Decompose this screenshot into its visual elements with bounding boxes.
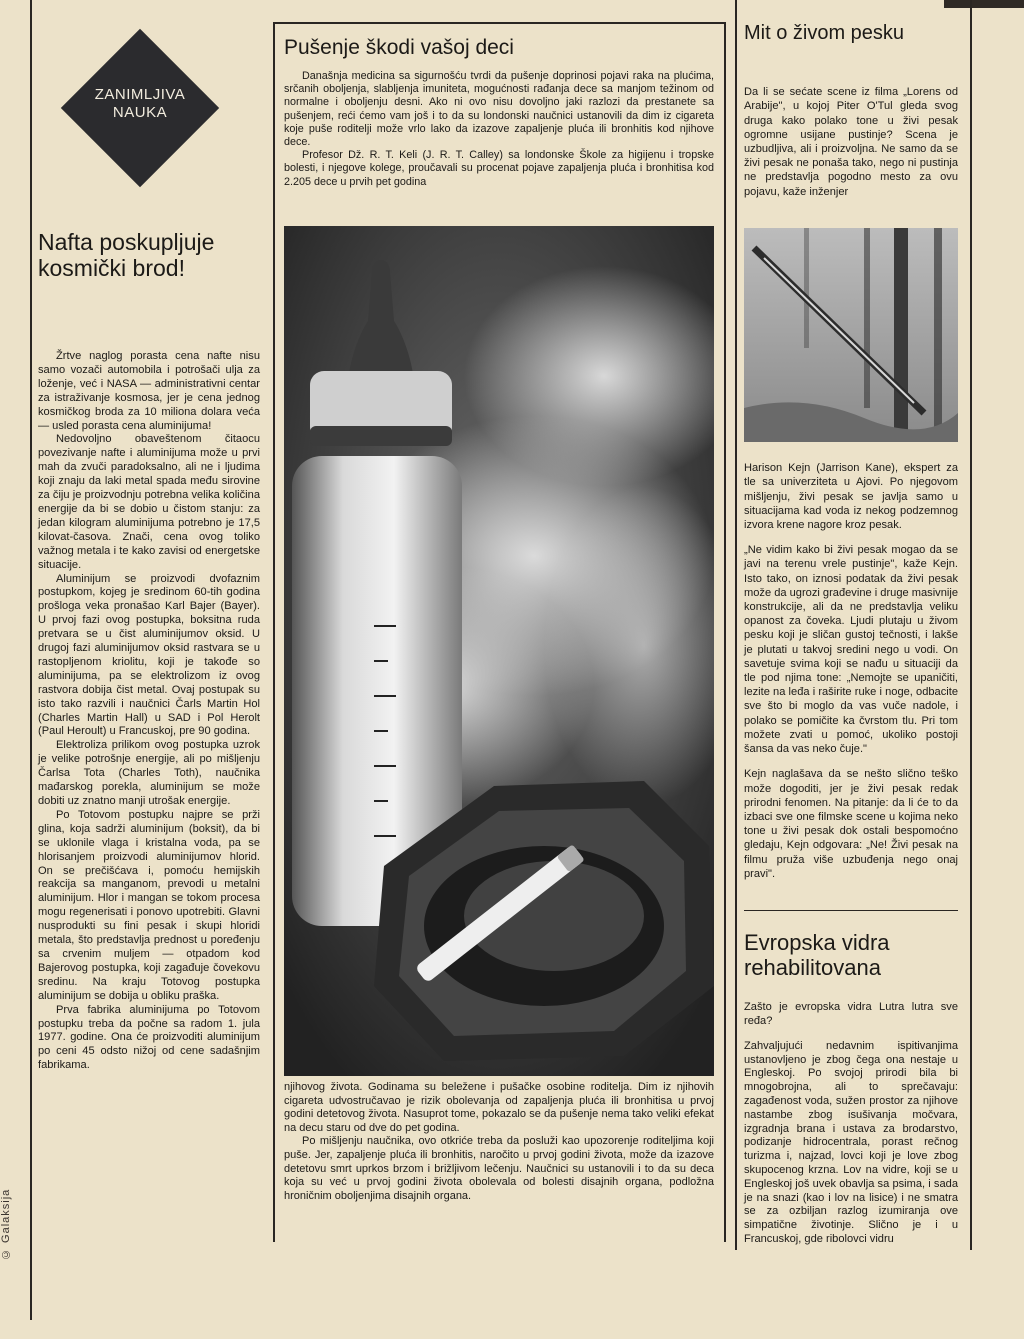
paragraph: Profesor Dž. R. T. Keli (J. R. T. Calley) sa londonske Škole za higijenu i tropske bolesti, i njegove kolege, proučavali su procenat pojave zapaljenja pluća i bronhitisa kod 2.205 dece u prvih pet godina <box>284 149 714 188</box>
top-rule-middle <box>274 22 724 24</box>
article-intro-pusenje <box>284 70 714 189</box>
paragraph: „Ne vidim kako bi živi pesak mogao da se javi na terenu vrele pustinje", kaže Kejn. Isto tako, on iznosi podatak da živi pesak može da ugrozi građevine i druge masivnije konstrukcije, ali da ne predstavlja veliku opanost za čoveka. Ljudi plutaju u živom pesku koji je sličan gustoj tečnosti, i lakše je plutati u takvoj sredini nego u vodi. On savetuje svima koji se nađu u situaciji da tle pod njima tone: „Nemojte se upaničiti, lezite na leđa i raširite ruke i noge, odbacite sve što bi moglo da vas vuče nadole, i polako se pomičite ka čvrstom tlu. Pri tom možete zvati u pomoć, ukoliko postoji šansa da vas neko čuje." <box>744 544 958 756</box>
paragraph: Prva fabrika aluminijuma po Totovom postupku treba da počne sa radom 1. jula 1977. godine. Ona će proizvoditi aluminijum po ceni 45 odsto nižoj od cene sadašnjim fabrikama. <box>38 1003 260 1072</box>
paragraph: Današnja medicina sa sigurnošću tvrdi da pušenje doprinosi pojavi raka na plućima, srčanih oboljenja, slabljenja imuniteta, mogućnosti rađanja dece sa manjom težinom od normalne i oboljenju desni. Ako ni ovo nisu dovoljno jaki razlozi da prestanete sa pušenjem, reći ćemo vam još i to da su londonski naučnici ustanovili da dim iz cigareta koje puše roditelji može vrlo lako da izazove zapaljenje pluća ili bronhitis kod njihove dece. <box>284 70 714 149</box>
paragraph: Žrtve naglog porasta cena nafte nisu samo vozači automobila i potrošači ulja za loženje, već i NASA — administrativni centar za istraživanje kosmosa, jer je cena jednog kosmičkog broda za 10 miliona dolara veća — usled porasta cena aluminijuma! <box>38 350 260 432</box>
spine-label: © Galaksija <box>0 1188 12 1260</box>
article-title-zivi-pesak: Mit o živom pesku <box>744 22 905 44</box>
badge-line-2: NAUKA <box>112 104 168 121</box>
article-title-nafta: Nafta poskupljuje kosmički brod! <box>38 229 215 281</box>
paragraph: Harison Kejn (Jarrison Kane), ekspert za tle sa univerziteta u Ajovi. Po njegovom mišljenju, živi pesak se javlja samo u situacijama kad voda iz nekog podzemnog izvora krene nagore kroz pesak. <box>744 462 958 531</box>
column-rule-3 <box>735 0 737 1250</box>
section-badge <box>52 28 228 188</box>
paragraph: Elektroliza prilikom ovog postupka uzrok je velike potrošnje energije, ali po mišljenju Čarlsa Tota (Charles Toth), naučnika mađarskog porekla, aluminijum se može dobiti uz znatno manji utrošak energije. <box>38 739 260 807</box>
page-edge-shadow <box>944 0 1024 8</box>
paragraph: Po Totovom postupku najpre se prži glina, koja sadrži aluminijum (boksit), da bi se uklonile vlaga i kristalna voda, pa se hlorisanjem proizvodi aluminijumov hlorid. On se prečišćava i, pomoću hemijskih reakcija sa manganom, prevodi u metalni aluminijum. Hlor i mangan se tokom procesa mogu regenerisati i ponovo upotrebiti. Glavni nusprodukti su fini pesak i skupi hloridi metala, što predstavlja prednost u poređenju sa crvenim muljem — otpadom kod Bajerovog postupka, koji zagađuje čovekovu sredinu. Na kraju Totovog postupka aluminijum se dobija u obliku praška. <box>38 808 260 1002</box>
paragraph: Aluminijum se proizvodi dvofaznim postupkom, kojeg je sredinom 60-tih godina prošloga veka pronašao Karl Bajer (Bayer). U prvoj fazi ovog postupka, boksitna ruda pretvara se u čist aluminijumov oksid. U drugoj fazi aluminijumov oksid rastvara se u rastopljenom kriolitu, koji je takođe so aluminijuma, pa se elektrolizom iz ovog rastvora dobija čist metal. Ovaj postupak su isto tako razvili i naučnici Čarls Martin Hol (Charles Martin Hall) u SAD i Pol Herolt (Paul Heroult) u Francuskoj, pre 90 godina. <box>38 572 260 738</box>
photo-illustration <box>744 228 958 442</box>
article-intro-zivi-pesak <box>744 74 958 210</box>
article-body-nafta <box>38 350 260 1073</box>
photo-baby-bottle-ashtray <box>284 226 714 1076</box>
paragraph: Zahvaljujući nedavnim ispitivanjima ustanovljeno je zbog čega ona nestaje u Engleskoj. Po svojoj prirodi bila bi mnogobrojna, ali to sprečavaju: zagađenost voda, sužen prostor za njihove nastambe zbog isušivanja močvara, izgradnja brana i ustava za brodarstvo, podizanje hidrocentrala, porast rečnog turizma i, najzad, lovci koji je love zbog skupocenog krzna. Lov na vidre, koji se u Engleskoj još uvek obavlja sa psima, i sada je na snazi (kao i lov na lisice) i ne smatra se za ozbiljan razlog izumiranja ove simpatične životinje. Slično je i u Francuskoj, gde ribolovci vidru <box>744 1039 958 1245</box>
left-margin-rule <box>30 0 32 1320</box>
column-rule-2 <box>724 22 726 1242</box>
section-rule-right <box>744 910 958 911</box>
paragraph: njihovog života. Godinama su beležene i pušačke osobine roditelja. Dim iz njihovih cigareta udvostručavao je rizik obolevanja od zapaljenja pluća ili bronhitisa u prvoj godini detetovog života. Nasuprot tome, pokazalo se da pušenje nema tako veliki efekat na decu staru od dve do pet godina. <box>284 1081 714 1134</box>
paragraph: Da li se sećate scene iz filma „Lorens od Arabije", u kojoj Piter O'Tul gleda svog druga kako polako tone u živi pesak ogromne usijane pustinje? Scena je uzbudljiva, ali i proizvoljna. Ne samo da se živi pesak ne ponaša tako, nego ni pustinja ne predstavlja pogodno mesto za ovu pojavu, kaže inženjer <box>744 86 958 198</box>
paragraph: Zašto je evropska vidra Lutra lutra sve ređa? <box>744 1001 958 1027</box>
article-title-pusenje: Pušenje škodi vašoj deci <box>284 36 514 59</box>
article-title-vidra: Evropska vidra rehabilitovana <box>744 930 890 980</box>
photo-illustration <box>284 226 714 1076</box>
article-continuation-pusenje <box>284 1081 714 1203</box>
article-body-zivi-pesak <box>744 450 958 892</box>
paragraph: Po mišljenju naučnika, ovo otkriće treba da posluži kao upozorenje roditeljima koji puše. Jer, zapaljenje pluća ili bronhitis, naročito u prvoj godini života, može da izazove detetovu smrt uprkos brzom i brižljivom lečenju. Naučnici su ustanovili i to da su deca koja su već u prvoj godini života obolevala od bolesti disajnih organa, podložna hroničnim oboljenjima disajnih organa. <box>284 1135 714 1202</box>
column-rule-1 <box>273 22 275 1242</box>
badge-line-1: ZANIMLJIVA <box>94 86 186 103</box>
right-margin-rule <box>970 0 972 1250</box>
paragraph: Kejn naglašava da se nešto slično teško može dogoditi, jer je živi pesak redak prirodni fenomen. Na pitanje: da li će to da izbaci sve one filmske scene u kojima neko tone u živi pesak dok ostali bespomoćno gledaju, Kejn odgovara: „Ne! Živi pesak na filmu pruža više uzbuđenja nego onaj pravi". <box>744 768 958 880</box>
article-body-vidra <box>744 990 958 1258</box>
paragraph: Nedovoljno obaveštenom čitaocu povezivanje nafte i aluminijuma može u prvi mah da zvuči paradoksalno, ali ne i ljudima koji znaju da laki metal spada među sirovine za čiju je proizvodnju potrebna velika količina energije da bi se dobio u čistom stanju: za jedan kilogram aluminijuma potrebno je 17,5 kilovat-časova. Znači, cena ovog toliko važnog metala i te kako zavisi od energetske situacije. <box>38 433 260 571</box>
photo-quicksand-forest <box>744 228 958 442</box>
